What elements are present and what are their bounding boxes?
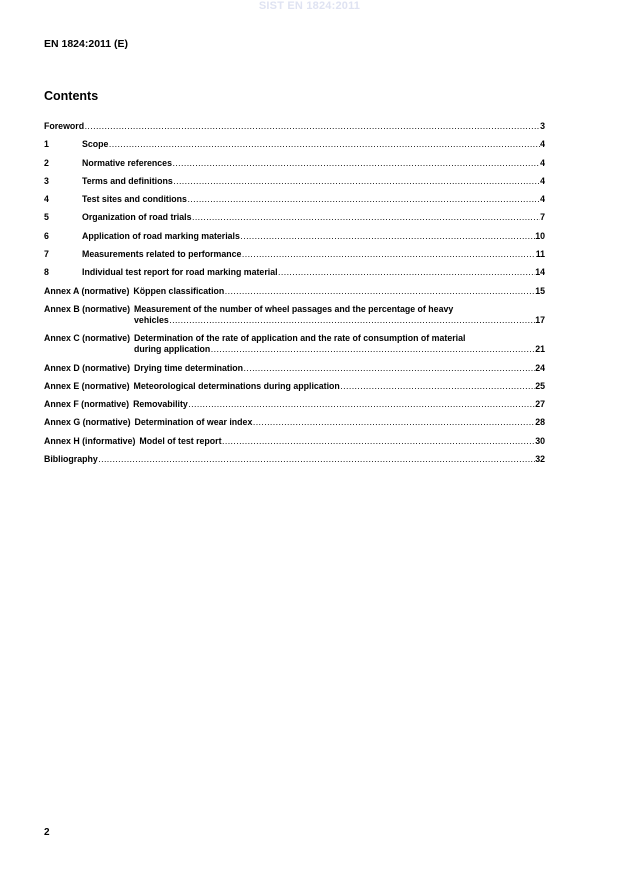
- toc-page-number: 7: [540, 212, 545, 223]
- toc-entry-measurements[interactable]: [44, 249, 545, 260]
- dot-leader: [109, 139, 540, 150]
- toc-entry-title: Determination of wear index: [134, 417, 253, 428]
- toc-entry-title: Normative references: [82, 157, 172, 168]
- toc-line: [82, 139, 545, 150]
- toc-entry-title: Application of road marking materials: [82, 230, 240, 241]
- toc-entry-body: [82, 267, 545, 278]
- toc-page-number: 17: [535, 314, 545, 325]
- dot-leader: [188, 399, 534, 410]
- toc-entry-organization-of-road-trials[interactable]: [44, 212, 545, 223]
- toc-entry-annex-e[interactable]: [44, 381, 545, 392]
- toc-entry-body: [133, 399, 545, 410]
- toc-clause-number: 5: [44, 212, 49, 223]
- toc-page-number: 3: [540, 121, 545, 131]
- toc-entry-normative-references[interactable]: [44, 158, 545, 169]
- dot-leader: [192, 212, 540, 223]
- toc-entry-body: [82, 158, 545, 169]
- dot-leader: [85, 121, 540, 132]
- toc-line: [82, 176, 545, 187]
- toc-entry-body: [82, 139, 545, 150]
- toc-entry-annex-g[interactable]: [44, 417, 545, 428]
- toc-entry-annex-f[interactable]: [44, 399, 545, 410]
- toc-entry-title: Organization of road trials: [82, 212, 192, 223]
- toc-annex-label: Annex C (normative): [44, 333, 131, 344]
- toc-entry-annex-h[interactable]: [44, 436, 545, 447]
- toc-line: [133, 399, 545, 410]
- dot-leader: [240, 231, 534, 242]
- toc-page-number: 4: [540, 194, 545, 205]
- toc-entry-title: Scope: [82, 139, 109, 150]
- toc-entry-title: Terms and definitions: [82, 175, 173, 186]
- toc-entry-body: [82, 249, 545, 260]
- contents-heading: Contents: [44, 89, 99, 103]
- toc-entry-body: [134, 333, 545, 355]
- dot-leader: [173, 176, 539, 187]
- dot-leader: [98, 454, 534, 465]
- toc-entry-annex-d[interactable]: [44, 363, 545, 374]
- toc-entry-body: [133, 286, 545, 297]
- page-number: 2: [44, 827, 50, 838]
- toc-entry-title: Individual test report for road marking material: [82, 267, 278, 278]
- toc-line: [135, 417, 545, 428]
- toc-line: [82, 267, 545, 278]
- dot-leader: [278, 267, 535, 278]
- dot-leader: [211, 344, 535, 355]
- toc-annex-label: Annex F (normative): [44, 399, 130, 410]
- toc-annex-label: Annex H (informative): [44, 435, 136, 446]
- toc-entry-body: [82, 212, 545, 223]
- toc-entry-title: Model of test report: [139, 435, 222, 446]
- toc-entry-bibliography[interactable]: [44, 454, 545, 465]
- toc-clause-number: 2: [44, 157, 49, 168]
- toc-clause-number: 7: [44, 249, 49, 260]
- dot-leader: [172, 158, 539, 169]
- document-header: EN 1824:2011 (E): [44, 38, 129, 50]
- toc-line: [82, 194, 545, 205]
- toc-entry-body: [44, 121, 545, 132]
- dot-leader: [242, 249, 535, 260]
- toc-annex-label: Annex E (normative): [44, 380, 130, 391]
- toc-page-number: 10: [535, 230, 545, 241]
- toc-annex-label: Annex A (normative): [44, 285, 130, 296]
- toc-clause-number: 6: [44, 230, 49, 241]
- toc-clause-number: 1: [44, 139, 49, 150]
- toc-entry-title: Test sites and conditions: [82, 194, 187, 205]
- toc-entry-body: [134, 363, 545, 374]
- toc-annex-label: Annex B (normative): [44, 303, 131, 314]
- toc-annex-label: Annex G (normative): [44, 417, 131, 428]
- toc-line: [134, 315, 545, 326]
- dot-leader: [253, 417, 535, 428]
- toc-entry-individual-test-report[interactable]: [44, 267, 545, 278]
- toc-page-number: 4: [540, 139, 545, 150]
- toc-entry-application-of-materials[interactable]: [44, 231, 545, 242]
- toc-line: [82, 212, 545, 223]
- toc-entry-title-first-line: Determination of the rate of application and the rate of consumption of material: [134, 333, 466, 344]
- dot-leader: [244, 363, 535, 374]
- toc-page-number: 24: [535, 362, 545, 373]
- toc-entry-body: [134, 304, 545, 326]
- toc-entry-title: Köppen classification: [133, 285, 225, 296]
- toc-entry-title: during application: [134, 344, 211, 355]
- toc-entry-annex-c[interactable]: [44, 333, 545, 355]
- toc-line: [44, 454, 545, 465]
- dot-leader: [222, 436, 535, 447]
- toc-page-number: 25: [535, 380, 545, 391]
- toc-page-number: 28: [535, 417, 545, 428]
- toc-page-number: 15: [535, 285, 545, 296]
- toc-entry-title: Removability: [133, 399, 188, 410]
- toc-entry-body: [82, 176, 545, 187]
- toc-clause-number: 4: [44, 194, 49, 205]
- watermark: SIST EN 1824:2011: [258, 0, 361, 12]
- toc-entry-body: [44, 454, 545, 465]
- toc-line: [82, 158, 545, 169]
- toc-line: [139, 436, 545, 447]
- toc-annex-label: Annex D (normative): [44, 362, 131, 373]
- dot-leader: [169, 315, 534, 326]
- toc-page-number: 21: [535, 344, 545, 355]
- toc-page-number: 4: [540, 175, 545, 186]
- toc-entry-annex-b[interactable]: [44, 304, 545, 326]
- toc-line: [134, 381, 545, 392]
- toc-page-number: 4: [540, 157, 545, 168]
- toc-entry-title: Meteorological determinations during application: [133, 380, 340, 391]
- toc-page-number: 27: [535, 399, 545, 410]
- dot-leader: [225, 286, 535, 297]
- toc-line: [134, 344, 545, 355]
- toc-line: [44, 121, 545, 132]
- dot-leader: [340, 381, 534, 392]
- toc-line: [134, 363, 545, 374]
- toc-entry-title: Measurements related to performance: [82, 249, 242, 260]
- toc-page-number: 11: [535, 249, 545, 260]
- toc-page-number: 32: [535, 454, 545, 465]
- toc-entry-body: [134, 381, 545, 392]
- toc-entry-foreword[interactable]: [44, 121, 545, 132]
- toc-entry-title: Foreword: [44, 121, 85, 131]
- toc-clause-number: 3: [44, 175, 49, 186]
- toc-line: [82, 231, 545, 242]
- toc-entry-title: vehicles: [134, 314, 169, 325]
- toc-line: [82, 249, 545, 260]
- toc-line: [133, 286, 545, 297]
- toc-page-number: 14: [535, 267, 545, 278]
- toc-entry-test-sites[interactable]: [44, 194, 545, 205]
- toc-entry-title-first-line: Measurement of the number of wheel passages and the percentage of heavy: [134, 303, 454, 314]
- toc-entry-title: Bibliography: [44, 454, 98, 465]
- toc-entry-body: [82, 194, 545, 205]
- toc-entry-body: [135, 417, 545, 428]
- toc-entry-scope[interactable]: [44, 139, 545, 150]
- toc-clause-number: 8: [44, 267, 49, 278]
- toc-entry-body: [139, 436, 545, 447]
- toc-entry-body: [82, 231, 545, 242]
- dot-leader: [187, 194, 539, 205]
- toc-entry-annex-a[interactable]: [44, 286, 545, 297]
- toc-entry-title: Drying time determination: [134, 362, 244, 373]
- table-of-contents: [44, 121, 545, 472]
- toc-page-number: 30: [535, 435, 545, 446]
- toc-entry-terms-and-definitions[interactable]: [44, 176, 545, 187]
